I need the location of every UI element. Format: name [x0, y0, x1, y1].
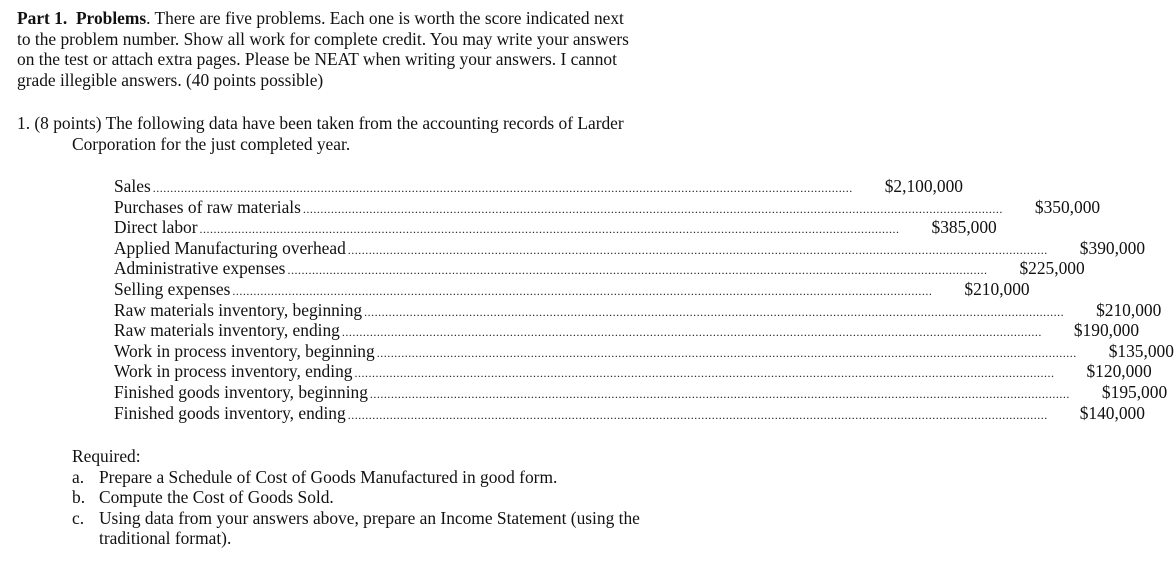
instructions-paragraph	[17, 8, 669, 90]
data-row	[114, 299, 1162, 321]
data-row-value: $225,000	[1019, 258, 1085, 279]
dot-leader: ........................................................................................................................................................................................................	[287, 263, 988, 278]
data-row-label: Purchases of raw materials	[114, 196, 301, 217]
required-item-b: b. Compute the Cost of Goods Sold.	[72, 487, 334, 507]
dot-leader: ........................................................................................................................................................................................................	[376, 345, 1077, 360]
required-item-a: a. Prepare a Schedule of Cost of Goods Manufactured in good form.	[72, 466, 558, 487]
data-row-label: Sales	[114, 176, 151, 196]
data-row-value: $350,000	[1034, 196, 1101, 217]
instructions-line-3: on the test or attach extra pages. Please be NEAT when writing your answers. I cannot	[17, 49, 617, 69]
data-row	[114, 237, 1146, 259]
problem-1-line-1: 1. (8 points) The following data have been taken from the accounting records of Larder	[17, 113, 624, 133]
instructions-line-1: Part 1. Problems. There are five problems. Each one is worth the score indicated next	[17, 8, 624, 28]
dot-leader: ........................................................................................................................................................................................................	[354, 366, 1055, 381]
data-row-value: $190,000	[1073, 320, 1140, 341]
data-row-value: $210,000	[1096, 299, 1162, 320]
dot-leader: ........................................................................................................................................................................................................	[152, 181, 853, 195]
instructions-line-2: to the problem number. Show all work for complete credit. You may write your answers	[17, 28, 629, 49]
data-row	[114, 217, 997, 238]
data-row	[114, 340, 1174, 362]
data-row-value: $140,000	[1079, 402, 1145, 423]
data-row-value: $385,000	[931, 217, 997, 238]
data-row	[114, 402, 1145, 424]
problem-1-line-2: Corporation for the just completed year.	[72, 133, 351, 154]
data-row-label: Administrative expenses	[114, 258, 286, 279]
data-row-label: Work in process inventory, beginning	[114, 340, 375, 361]
data-row	[114, 176, 963, 197]
data-row-label: Finished goods inventory, ending	[114, 402, 346, 423]
data-row	[114, 258, 1085, 279]
part-label: Part 1.	[17, 8, 68, 28]
dot-leader: ........................................................................................................................................................................................................	[341, 325, 1042, 340]
data-row-label: Selling expenses	[114, 278, 231, 299]
data-row	[114, 361, 1152, 382]
data-row-label: Raw materials inventory, beginning	[114, 299, 363, 320]
data-row	[114, 381, 1168, 403]
data-row	[114, 320, 1140, 341]
data-row-label: Applied Manufacturing overhead	[114, 237, 346, 258]
dot-leader: ........................................................................................................................................................................................................	[232, 283, 933, 298]
dot-leader: ........................................................................................................................................................................................................	[302, 201, 1003, 216]
problems-label: Problems	[75, 8, 147, 28]
problem-1-statement	[17, 113, 677, 154]
data-row-label: Direct labor	[114, 217, 198, 238]
data-row-value: $390,000	[1079, 237, 1146, 258]
required-item-c: c. Using data from your answers above, prepare an Income Statement (using the traditional format).	[72, 507, 640, 548]
data-row-label: Work in process inventory, ending	[114, 361, 353, 382]
required-section	[72, 446, 672, 549]
data-row	[114, 278, 1030, 300]
dot-leader: ........................................................................................................................................................................................................	[347, 407, 1048, 422]
data-row-value: $195,000	[1101, 381, 1168, 402]
dot-leader: ........................................................................................................................................................................................................	[369, 386, 1070, 401]
dot-leader: ........................................................................................................................................................................................................	[364, 304, 1065, 319]
accounting-data-list	[114, 176, 1174, 423]
data-row	[114, 196, 1101, 218]
data-row-value: $210,000	[964, 278, 1030, 299]
dot-leader: ........................................................................................................................................................................................................	[199, 222, 900, 237]
data-row-value: $120,000	[1086, 361, 1152, 382]
instructions-line-4: grade illegible answers. (40 points possible)	[17, 69, 324, 90]
data-row-label: Finished goods inventory, beginning	[114, 381, 368, 402]
dot-leader: ........................................................................................................................................................................................................	[347, 242, 1048, 257]
data-row-value: $2,100,000	[884, 176, 963, 196]
data-row-value: $135,000	[1108, 340, 1174, 361]
data-row-label: Raw materials inventory, ending	[114, 320, 340, 341]
required-heading: Required:	[72, 446, 141, 466]
